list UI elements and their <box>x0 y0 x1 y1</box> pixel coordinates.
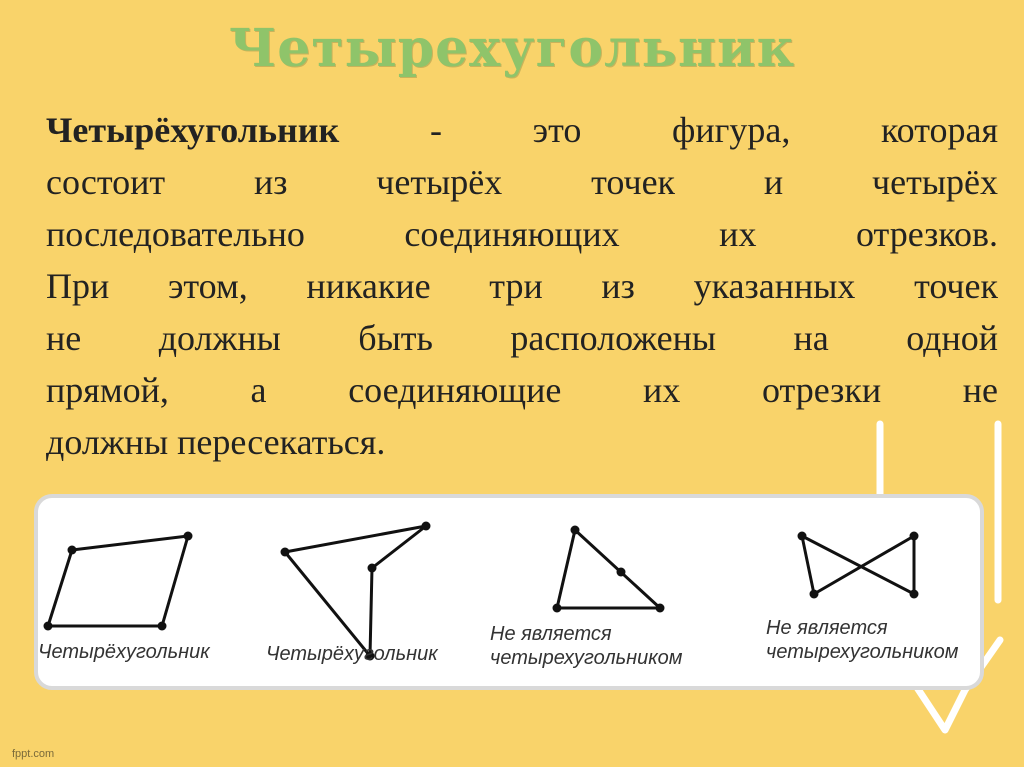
definition-line-7: должны пересекаться. <box>46 422 386 462</box>
figure-4-caption-line-1: Не является <box>766 617 888 639</box>
definition-line-6: прямой, а соединяющие их отрезки не <box>46 370 998 410</box>
definition-line-1-rest: - это фигура, которая <box>339 110 998 150</box>
figures-panel <box>34 494 984 690</box>
definition-line-4: При этом, никакие три из указанных точек <box>46 266 998 306</box>
figure-3-caption-line-2: четырехугольником <box>490 647 683 669</box>
definition-line-3: последовательно соединяющих их отрезков. <box>46 214 998 254</box>
figure-2-caption <box>266 642 438 666</box>
footer-watermark: fppt.com <box>12 748 55 760</box>
figure-1-points <box>44 532 193 631</box>
definition-text <box>46 104 998 468</box>
definition-line-1 <box>46 104 998 156</box>
figure-1-caption <box>38 640 210 664</box>
figure-4-shape <box>802 536 914 594</box>
figure-4-caption <box>766 616 959 664</box>
figure-3-caption-line-1: Не является <box>490 623 612 645</box>
definition-term: Четырёхугольник <box>46 110 340 150</box>
figure-4-caption-line-2: четырехугольником <box>766 641 959 663</box>
figure-3-shape <box>557 530 660 608</box>
figure-2-shape <box>285 526 426 656</box>
figure-3-caption <box>490 622 683 670</box>
slide-title: Четырехугольник <box>228 18 796 79</box>
definition-line-2: состоит из четырёх точек и четырёх <box>46 162 998 202</box>
figure-3-points <box>553 526 665 613</box>
figure-2-caption-line-1: Четырёхугольник <box>266 643 438 665</box>
definition-line-5: не должны быть расположены на одной <box>46 318 998 358</box>
figure-1-caption-line-1: Четырёхугольник <box>38 641 210 663</box>
